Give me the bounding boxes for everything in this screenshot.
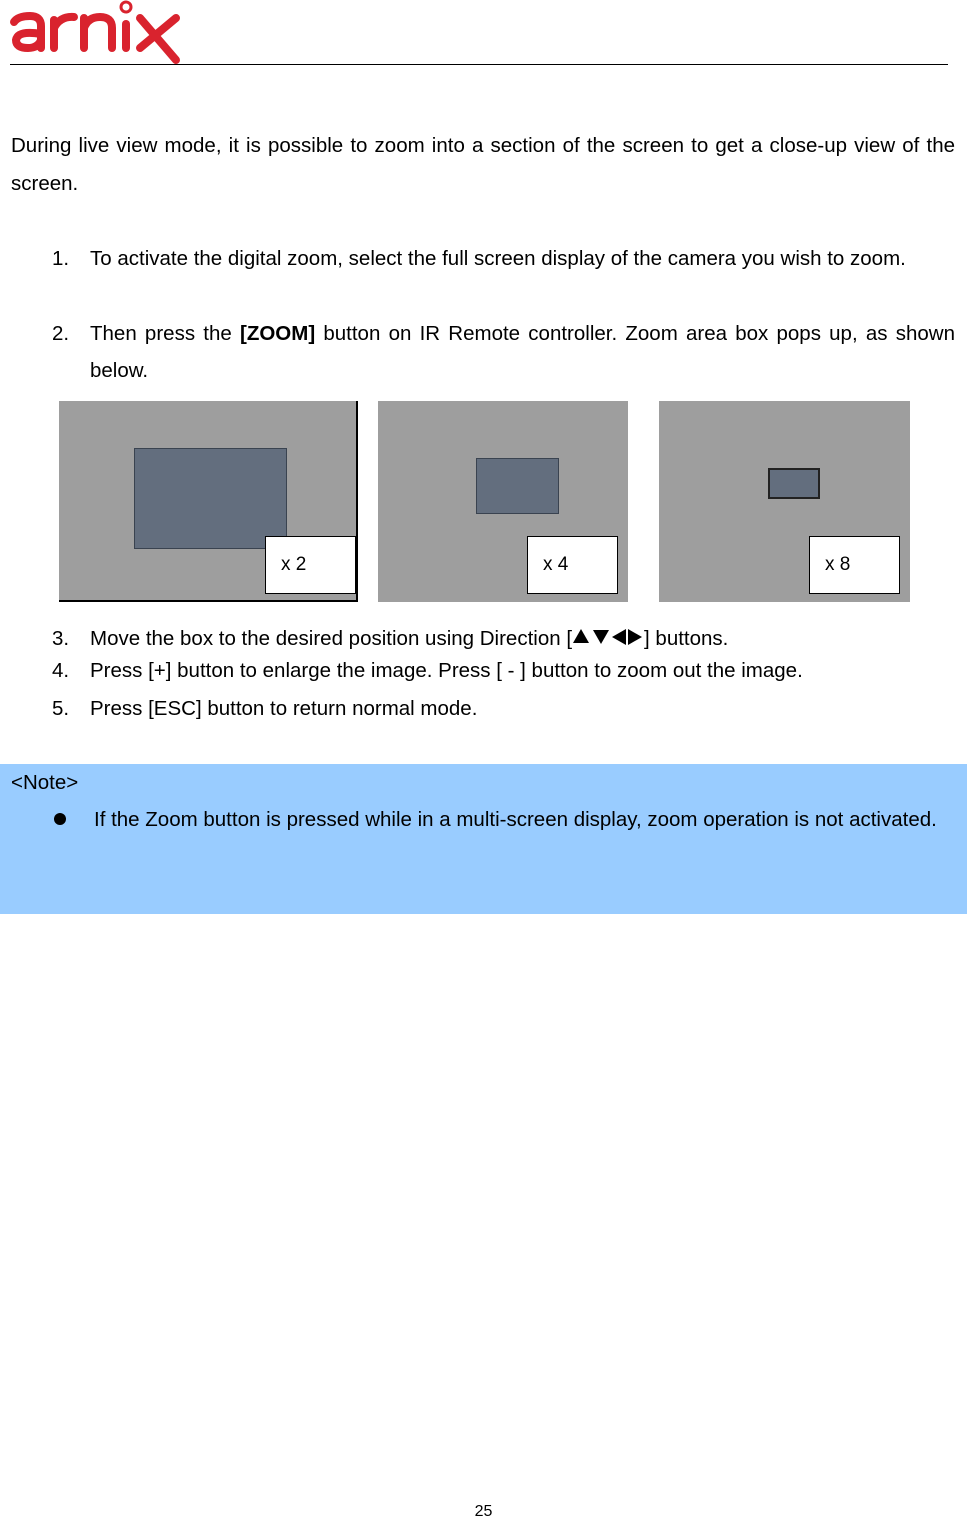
- zoom-label: x 8: [809, 536, 900, 594]
- zoom-area-box: [134, 448, 287, 549]
- step-number: 5.: [52, 697, 70, 720]
- note-title: <Note>: [11, 771, 79, 794]
- step-text-pre: Move the box to the desired position using Direction [: [90, 627, 573, 650]
- left-arrow-icon: [612, 629, 626, 645]
- right-arrow-icon: [628, 629, 642, 645]
- zoom-label: x 2: [265, 536, 356, 594]
- zoom-button-label: [ZOOM]: [240, 322, 316, 345]
- zoom-example-x2: [59, 401, 358, 602]
- header-rule: [10, 64, 948, 65]
- step-1: [52, 240, 955, 277]
- step-number: 4.: [52, 659, 70, 682]
- step-text-post: button on IR Remote controller. Zoom area box pops up, as shown below.: [90, 322, 955, 382]
- step-5: [52, 690, 955, 727]
- arnix-logo: [8, 0, 184, 66]
- zoom-area-box: [768, 468, 820, 499]
- step-text-post: ] buttons.: [644, 627, 729, 650]
- zoom-area-box: [476, 458, 559, 514]
- intro-paragraph: During live view mode, it is possible to zoom into a section of the screen to get a close-up view of the screen.: [11, 134, 955, 195]
- step-text: Press [+] button to enlarge the image. Press [ - ] button to zoom out the image.: [90, 659, 803, 682]
- up-arrow-icon: [573, 629, 589, 643]
- step-4: [52, 652, 955, 689]
- page-header: [0, 0, 967, 70]
- logo-text: [0, 0, 1, 1]
- step-text: Press [ESC] button to return normal mode.: [90, 697, 478, 720]
- step-number: 2.: [52, 322, 70, 345]
- step-number: 3.: [52, 627, 70, 650]
- step-text-pre: Then press the: [90, 322, 240, 345]
- panel-border: [356, 401, 358, 602]
- direction-arrows-icon: [572, 627, 644, 647]
- panel-border: [59, 600, 358, 602]
- step-text: [90, 315, 955, 389]
- zoom-label: x 4: [527, 536, 618, 594]
- page-number: 25: [474, 1503, 493, 1520]
- step-text: To activate the digital zoom, select the full screen display of the camera you wish to zoom.: [90, 247, 906, 270]
- bullet-icon: [54, 813, 66, 825]
- down-arrow-icon: [593, 630, 609, 644]
- note-text: If the Zoom button is pressed while in a multi-screen display, zoom operation is not activated.: [94, 808, 937, 831]
- note-box: [0, 764, 967, 914]
- step-number: 1.: [52, 247, 70, 270]
- zoom-example-x4: [378, 401, 628, 602]
- step-2: [52, 315, 955, 389]
- zoom-example-x8: [659, 401, 910, 602]
